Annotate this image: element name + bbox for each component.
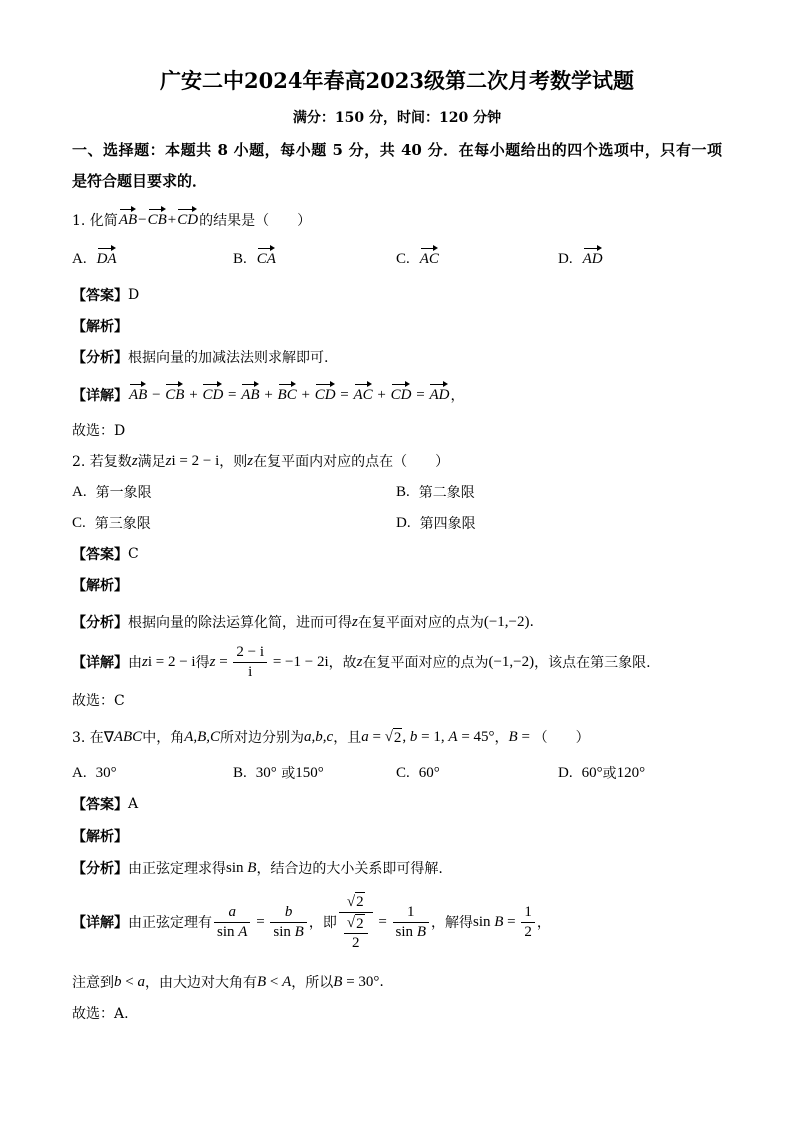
text-run: 故选：A. bbox=[72, 1006, 129, 1022]
math-expression: (−1,−2) bbox=[483, 613, 530, 630]
math-expression: = bbox=[503, 913, 520, 930]
option-content bbox=[582, 251, 604, 268]
section-heading-line-2: 是符合题目要求的． bbox=[72, 172, 208, 190]
text-run: 或 bbox=[602, 766, 617, 782]
math-expression: 1 bbox=[407, 903, 415, 920]
option-label: B. bbox=[233, 250, 247, 267]
question-2-answer bbox=[72, 542, 139, 566]
vector: AD bbox=[429, 386, 450, 403]
text-run: （ ） bbox=[533, 730, 590, 746]
section-label: 【详解】 bbox=[72, 388, 128, 404]
text-run: ，由大边对大角有 bbox=[144, 975, 257, 991]
math-variable: A bbox=[238, 923, 248, 940]
text-run: 或 bbox=[276, 766, 296, 782]
text-run: ， bbox=[536, 915, 551, 931]
math-expression: sin bbox=[217, 923, 239, 940]
math-expression: = bbox=[336, 386, 353, 403]
fraction bbox=[344, 914, 368, 953]
text-run: 故选：C bbox=[72, 693, 125, 709]
math-expression: = 30° bbox=[342, 973, 380, 990]
math-variable: B bbox=[508, 728, 518, 745]
math-expression: = bbox=[215, 653, 232, 670]
math-variable: a bbox=[137, 973, 145, 990]
question-2-solution bbox=[72, 640, 651, 684]
math-variable: B bbox=[294, 923, 304, 940]
question-3-option-a bbox=[72, 761, 117, 785]
text-run: 的结果是（ ） bbox=[199, 213, 312, 229]
option-content bbox=[419, 482, 475, 502]
exam-subtitle bbox=[0, 106, 794, 128]
question-3-option-b bbox=[233, 761, 324, 785]
option-label: B. bbox=[233, 764, 247, 781]
text-run: 3. 在 bbox=[72, 730, 104, 746]
math-expression: < bbox=[266, 973, 283, 990]
question-2-analysis bbox=[72, 610, 534, 634]
fraction bbox=[339, 892, 373, 952]
math-variable: z bbox=[131, 452, 138, 469]
math-variable: z bbox=[142, 653, 148, 670]
option-label: D. bbox=[396, 514, 411, 531]
section-label: 【解析】 bbox=[72, 319, 128, 335]
question-3-stem bbox=[72, 725, 590, 749]
text-run: ，即 bbox=[308, 915, 337, 931]
question-3-answer bbox=[72, 792, 138, 816]
text-run: 满足 bbox=[137, 454, 166, 470]
option-label: D. bbox=[558, 764, 573, 781]
text-run: ，则 bbox=[219, 454, 248, 470]
vector: CD bbox=[177, 211, 199, 228]
math-expression: + bbox=[185, 386, 202, 403]
text-run: 由 bbox=[128, 655, 142, 671]
question-1-conclusion bbox=[72, 418, 125, 442]
text-run: 在复平面内对应的点在（ ） bbox=[253, 454, 450, 470]
math-expression: 1 bbox=[524, 903, 532, 920]
vector: CD bbox=[202, 386, 224, 403]
vector: AD bbox=[582, 250, 603, 267]
text-run: 根据向量的除法运算化简，进而可得 bbox=[128, 615, 352, 631]
math-variable: A bbox=[282, 973, 292, 990]
math-expression: 30° bbox=[95, 764, 117, 781]
question-3-analysis bbox=[72, 856, 443, 880]
text-run: ，解得 bbox=[430, 915, 473, 931]
question-2-conclusion bbox=[72, 688, 125, 712]
section-label: 【分析】 bbox=[72, 615, 128, 631]
math-variable: b bbox=[114, 973, 122, 990]
math-variable: B bbox=[494, 913, 504, 930]
text-run: 由正弦定理有 bbox=[128, 915, 212, 931]
question-1-stem bbox=[72, 208, 311, 232]
math-variable: a,b,c bbox=[304, 728, 334, 745]
text-run: 第二象限 bbox=[418, 485, 475, 501]
math-expression: = 45° bbox=[457, 728, 495, 745]
question-1-jiexi-heading bbox=[72, 314, 128, 338]
math-expression: − bbox=[138, 211, 147, 228]
math-expression: = 1, bbox=[417, 728, 449, 745]
math-expression: (−1,−2) bbox=[488, 653, 535, 670]
option-label: A. bbox=[72, 764, 87, 781]
math-expression: = −1 − 2i bbox=[269, 653, 329, 670]
vector: AB bbox=[241, 386, 260, 403]
text-run: 第一象限 bbox=[95, 485, 152, 501]
math-expression: = bbox=[517, 728, 534, 745]
option-content bbox=[96, 765, 117, 782]
question-2-option-a bbox=[72, 480, 152, 504]
option-content bbox=[96, 482, 152, 502]
denominator bbox=[339, 913, 373, 953]
text-run: ，故 bbox=[328, 655, 357, 671]
math-expression: 60° bbox=[418, 764, 440, 781]
math-expression: = bbox=[412, 386, 429, 403]
vector: CB bbox=[147, 211, 167, 228]
text-run: . bbox=[379, 974, 384, 990]
text-run: A bbox=[128, 796, 139, 812]
question-3-solution-continued bbox=[72, 970, 384, 994]
vector: CB bbox=[165, 386, 185, 403]
question-2-option-b bbox=[396, 480, 475, 504]
radicand: √ 2 bbox=[356, 894, 364, 910]
denominator bbox=[214, 923, 250, 941]
section-label: 【答案】 bbox=[72, 547, 128, 563]
text-run: 由正弦定理求得 bbox=[128, 861, 226, 877]
math-variable: z bbox=[247, 452, 254, 469]
vector: AC bbox=[419, 250, 439, 267]
section-label: 【解析】 bbox=[72, 829, 128, 845]
math-expression: i = 2 − i bbox=[147, 653, 196, 670]
denominator bbox=[393, 923, 429, 941]
math-expression: ∇ bbox=[103, 729, 114, 746]
math-expression: + bbox=[297, 386, 314, 403]
question-2-option-d bbox=[396, 511, 476, 535]
section-label: 【解析】 bbox=[72, 578, 128, 594]
option-label: C. bbox=[72, 514, 86, 531]
text-run: 2. 若复数 bbox=[72, 454, 132, 470]
radicand: √ 2 bbox=[393, 729, 402, 746]
text-run: 得 bbox=[195, 655, 210, 671]
math-variable: B bbox=[256, 973, 267, 990]
text-run: ，所以 bbox=[291, 975, 334, 991]
numerator bbox=[339, 892, 373, 913]
option-content bbox=[419, 765, 440, 782]
math-expression: sin bbox=[226, 859, 248, 876]
math-expression: = bbox=[224, 386, 241, 403]
math-expression: 120° bbox=[616, 764, 646, 781]
text-run: 所对边分别为 bbox=[220, 730, 305, 746]
numerator bbox=[214, 904, 250, 923]
section-label: 【详解】 bbox=[72, 655, 128, 671]
text-run: 故选：D bbox=[72, 423, 126, 439]
section-heading-line-1: 一、选择题：本题共 8 小题，每小题 5 分，共 40 分．在每小题给出的四个选项中，只有一项 bbox=[72, 141, 722, 159]
math-expression: + bbox=[167, 211, 177, 228]
math-expression: sin bbox=[472, 913, 495, 930]
text-run: ，且 bbox=[333, 730, 362, 746]
math-expression: sin bbox=[273, 923, 295, 940]
math-expression: < bbox=[121, 973, 138, 990]
math-variable: a bbox=[228, 903, 236, 920]
math-variable: z bbox=[356, 653, 363, 670]
question-2-jiexi-heading bbox=[72, 573, 128, 597]
vector: CD bbox=[390, 386, 412, 403]
vector: AC bbox=[353, 386, 373, 403]
math-variable: z bbox=[209, 653, 216, 670]
numerator bbox=[344, 914, 368, 935]
question-2-stem bbox=[72, 449, 449, 473]
math-variable: ABC bbox=[113, 728, 143, 745]
question-3-conclusion bbox=[72, 1001, 129, 1025]
math-variable: B bbox=[416, 923, 426, 940]
math-expression: i bbox=[248, 663, 253, 680]
question-1-option-c bbox=[396, 247, 440, 271]
exam-title-text: 广安二中2024年春高2023级第二次月考数学试题 bbox=[160, 68, 634, 93]
option-label: C. bbox=[396, 250, 410, 267]
fraction bbox=[270, 904, 306, 941]
option-content bbox=[256, 763, 324, 783]
vector: AB bbox=[129, 386, 148, 403]
exam-title bbox=[0, 66, 794, 94]
question-3-jiexi-heading bbox=[72, 824, 128, 848]
denominator bbox=[233, 663, 267, 681]
option-content bbox=[420, 513, 476, 533]
question-1-answer bbox=[72, 283, 139, 307]
math-variable: B bbox=[333, 973, 343, 990]
vector: CD bbox=[314, 386, 336, 403]
option-label: C. bbox=[396, 764, 410, 781]
option-label: A. bbox=[72, 250, 87, 267]
math-expression: = bbox=[368, 728, 385, 745]
text-run: C bbox=[128, 546, 139, 562]
text-run: D bbox=[128, 287, 140, 303]
numerator bbox=[521, 904, 535, 923]
numerator bbox=[393, 904, 429, 923]
text-run: 在复平面对应的点为 bbox=[357, 615, 484, 631]
math-expression: 2 bbox=[351, 935, 360, 951]
section-label: 【答案】 bbox=[72, 797, 128, 813]
text-run: 在复平面对应的点为 bbox=[362, 655, 489, 671]
text-run: 注意到 bbox=[72, 975, 114, 991]
math-variable: z bbox=[352, 613, 358, 630]
math-expression: i = 2 − i bbox=[171, 452, 220, 469]
text-run: . bbox=[529, 614, 534, 630]
denominator bbox=[344, 934, 368, 952]
text-run: 中，角 bbox=[142, 730, 185, 746]
question-1-analysis bbox=[72, 345, 328, 369]
math-variable: B bbox=[247, 859, 257, 876]
option-content bbox=[256, 251, 277, 268]
question-1-option-a bbox=[72, 247, 118, 271]
vector: BC bbox=[277, 386, 297, 403]
section-label: 【分析】 bbox=[72, 350, 128, 366]
text-run: ，结合边的大小关系即可得解. bbox=[256, 861, 443, 877]
question-3-solution bbox=[72, 887, 551, 957]
math-expression: 150° bbox=[295, 764, 324, 781]
exam-subtitle-text: 满分：150 分，时间：120 分钟 bbox=[292, 110, 502, 126]
text-run: ，该点在第三象限. bbox=[534, 655, 651, 671]
section-label: 【详解】 bbox=[72, 915, 128, 931]
fraction bbox=[521, 904, 535, 941]
option-label: A. bbox=[72, 483, 87, 500]
vector: DA bbox=[96, 250, 117, 267]
square-root bbox=[347, 914, 365, 933]
numerator bbox=[233, 644, 267, 663]
text-run: 第三象限 bbox=[94, 516, 151, 532]
section-label: 【答案】 bbox=[72, 288, 128, 304]
text-run: ， bbox=[450, 388, 465, 404]
text-run: 1. 化简 bbox=[72, 213, 118, 229]
math-expression: 2 bbox=[524, 923, 532, 940]
square-root bbox=[347, 892, 365, 911]
text-run: ， bbox=[494, 730, 509, 746]
section-label: 【分析】 bbox=[72, 861, 128, 877]
text-run: 根据向量的加减法法则求解即可. bbox=[128, 350, 329, 366]
math-expression: 2 − i bbox=[236, 643, 265, 660]
radicand: √ 2 bbox=[356, 915, 364, 932]
math-expression: − bbox=[148, 386, 165, 403]
math-variable: b bbox=[409, 728, 418, 745]
math-variable: b bbox=[284, 903, 293, 920]
option-label: D. bbox=[558, 250, 573, 267]
fraction bbox=[393, 904, 429, 941]
question-1-solution bbox=[72, 383, 464, 407]
question-2-option-c bbox=[72, 511, 151, 535]
math-expression: = bbox=[374, 913, 391, 930]
question-1-option-d bbox=[558, 247, 604, 271]
option-label: B. bbox=[396, 483, 410, 500]
math-expression: 60° bbox=[581, 764, 603, 781]
question-3-option-c bbox=[396, 761, 440, 785]
question-3-option-d bbox=[558, 761, 645, 785]
math-expression: + bbox=[373, 386, 390, 403]
vector: AB bbox=[118, 211, 138, 228]
option-content bbox=[96, 251, 118, 268]
fraction bbox=[214, 904, 250, 941]
math-variable: a bbox=[361, 728, 369, 745]
square-root bbox=[385, 728, 403, 747]
question-1-option-b bbox=[233, 247, 277, 271]
math-expression: = bbox=[252, 913, 269, 930]
math-variable: A bbox=[448, 728, 458, 745]
math-expression: sin bbox=[395, 923, 417, 940]
math-variable: z bbox=[165, 452, 172, 469]
math-expression: + bbox=[260, 386, 277, 403]
math-variable: A,B,C bbox=[184, 728, 221, 745]
text-run: 第四象限 bbox=[419, 516, 476, 532]
fraction bbox=[233, 644, 267, 681]
math-expression: 30° bbox=[255, 764, 277, 781]
option-content bbox=[419, 251, 440, 268]
numerator bbox=[270, 904, 306, 923]
denominator bbox=[270, 923, 306, 941]
vector: CA bbox=[256, 250, 276, 267]
denominator bbox=[521, 923, 535, 941]
option-content bbox=[95, 513, 151, 533]
math-expression: , bbox=[402, 728, 410, 745]
option-content bbox=[582, 763, 646, 783]
